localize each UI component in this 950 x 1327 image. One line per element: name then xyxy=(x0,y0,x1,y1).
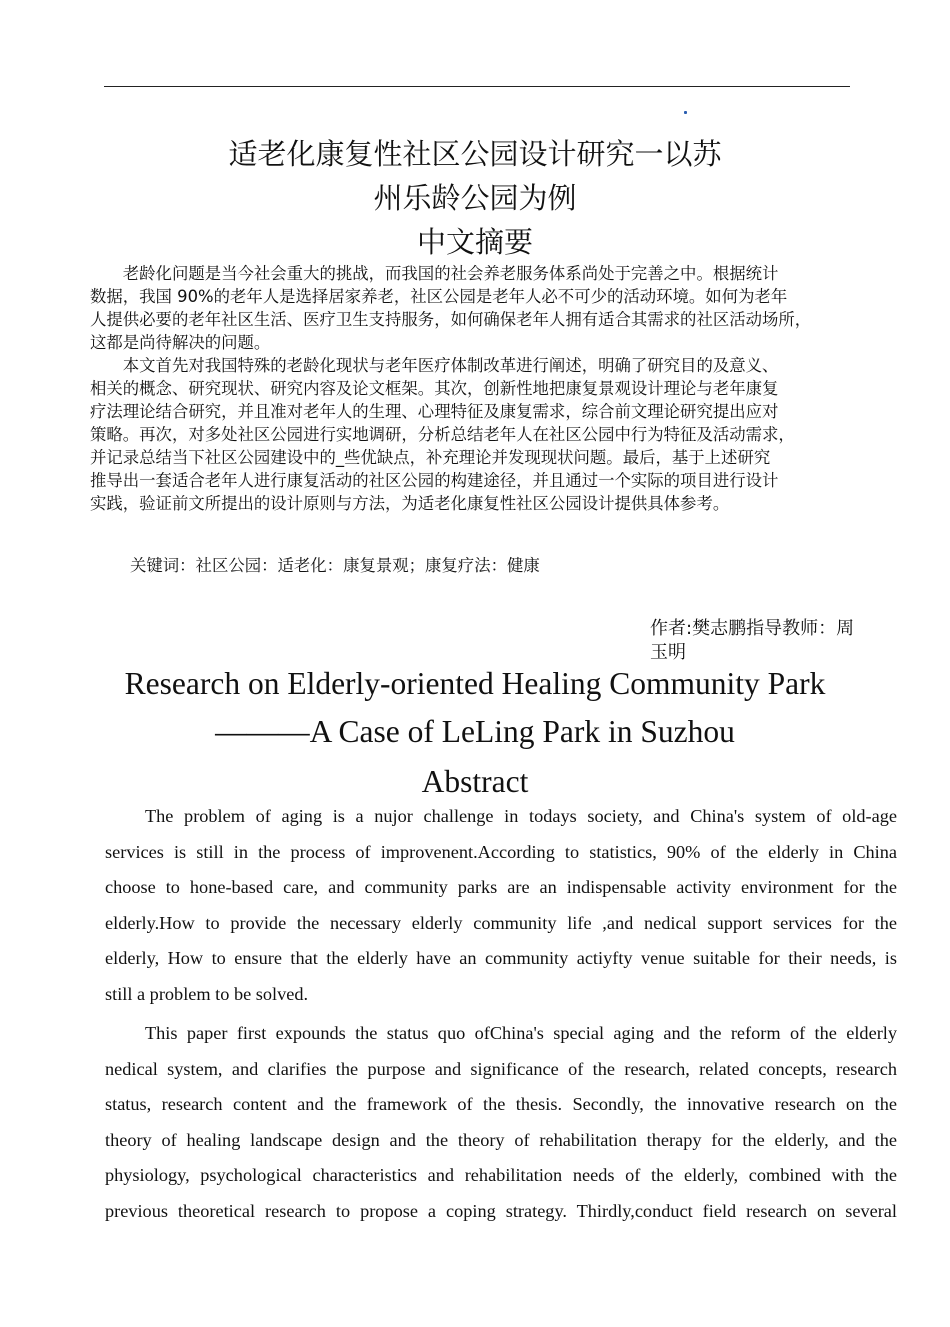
author-line-2: 玉明 xyxy=(650,642,686,663)
text-line: 推导出一套适合老年人进行康复活动的社区公园的构建途径，并且通过一个实际的项目进行设计 xyxy=(90,471,779,490)
cn-keywords: 关键词：社区公园：适老化：康复景观；康复疗法：健康 xyxy=(130,556,540,575)
text-line: choose to hone-based care, and community parks are an indispensable activity environment for the xyxy=(105,877,897,898)
text-line: 并记录总结当下社区公园建设中的_些优缺点，补充理论并发现现状问题。最后，基于上述研究 xyxy=(90,448,771,467)
text-line: services is still in the process of improvenent.According to statistics, 90% of the elderly in China xyxy=(105,841,897,862)
cn-abstract-paragraph-2 xyxy=(90,354,890,515)
text-line: 策略。再次，对多处社区公园进行实地调研，分析总结老年人在社区公园中行为特征及活动需求， xyxy=(90,425,795,444)
cn-author-info xyxy=(650,617,890,665)
text-line: elderly.How to provide the necessary elderly community life ,and nedical support services for the xyxy=(105,912,897,933)
cn-abstract-paragraph-1 xyxy=(90,262,890,354)
en-title-line-2: ———A Case of LeLing Park in Suzhou xyxy=(215,714,735,749)
text-line: 本文首先对我国特殊的老龄化现状与老年医疗体制改革进行阐述，明确了研究目的及意义、 xyxy=(90,356,779,375)
en-abstract-heading: Abstract xyxy=(421,764,529,799)
cn-abstract-heading: 中文摘要 xyxy=(416,225,533,259)
text-line: 这都是尚待解决的问题。 xyxy=(90,333,271,352)
text-line: 人提供必要的老年社区生活、医疗卫生支持服务，如何确保老年人拥有适合其需求的社区活动场所， xyxy=(90,310,812,329)
text-line: This paper first expounds the status quo ofChina's special aging and the reform of the elderly xyxy=(145,1023,897,1043)
cn-title-line-2: 州乐龄公园为例 xyxy=(373,181,577,215)
en-title-line-1: Research on Elderly-oriented Healing Community Park xyxy=(124,666,826,701)
text-line: The problem of aging is a nujor challenge in todays society, and China's system of old-age xyxy=(145,806,897,826)
text-line: 相关的概念、研究现状、研究内容及论文框架。其次，创新性地把康复景观设计理论与老年康复 xyxy=(90,379,779,398)
author-line-1: 作者:樊志鹏指导教师：周 xyxy=(650,618,855,639)
text-line: 实践，验证前文所提出的设计原则与方法，为适老化康复性社区公园设计提供具体参考。 xyxy=(90,494,730,513)
text-line: theory of healing landscape design and the theory of rehabilitation therapy for the elderly, and the xyxy=(105,1129,897,1150)
header-rule xyxy=(104,86,850,87)
text-line: still a problem to be solved. xyxy=(105,983,309,1004)
en-abstract-paragraph-2 xyxy=(105,1016,897,1230)
cn-title-line-1: 适老化康复性社区公园设计研究一以苏 xyxy=(228,137,722,171)
text-line: previous theoretical research to propose a coping strategy. Thirdly,conduct field research on several xyxy=(105,1200,897,1221)
text-line: 老龄化问题是当今社会重大的挑战，而我国的社会养老服务体系尚处于完善之中。根据统计 xyxy=(90,264,779,283)
text-line: 疗法理论结合研究，并且准对老年人的生理、心理特征及康复需求，综合前文理论研究提出应对 xyxy=(90,402,779,421)
text-line: elderly, How to ensure that the elderly have an community actiyfty venue suitable for their needs, is xyxy=(105,948,897,969)
text-line: physiology, psychological characteristics and rehabilitation needs of the elderly, combined with the xyxy=(105,1165,897,1186)
text-line: 数据，我国 90%的老年人是选择居家养老，社区公园是老年人必不可少的活动环境。如何为老年 xyxy=(90,287,788,306)
en-abstract-paragraph-1 xyxy=(105,799,897,1013)
text-line: nedical system, and clarifies the purpose and significance of the research, related concepts, research xyxy=(105,1058,897,1079)
text-line: status, research content and the framework of the thesis. Secondly, the innovative research on the xyxy=(105,1094,897,1115)
blue-dot-mark xyxy=(684,111,687,114)
